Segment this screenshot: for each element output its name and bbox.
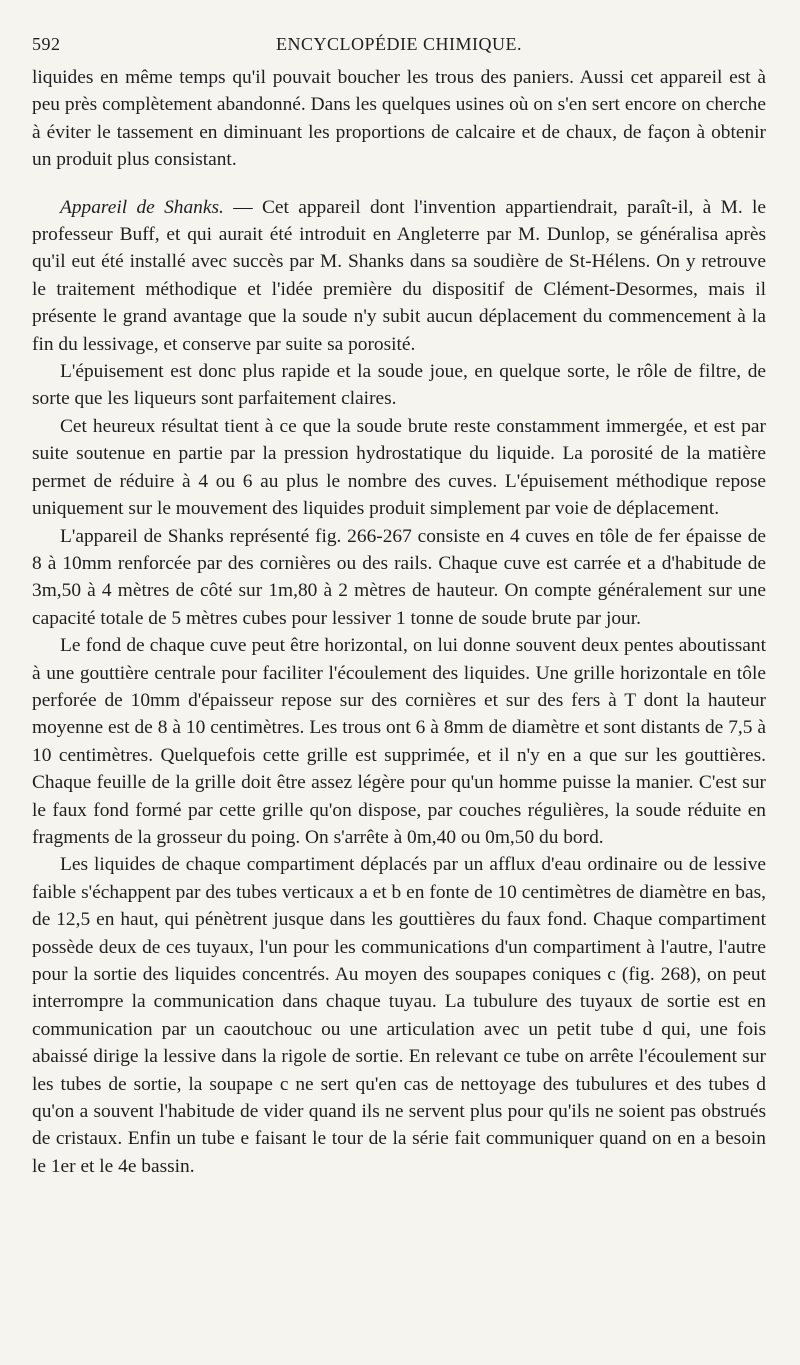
running-title: ENCYCLOPÉDIE CHIMIQUE. [276,34,522,54]
body-text [32,64,766,1180]
section-title: Appareil de Shanks. [60,196,224,218]
paragraph: L'appareil de Shanks représenté fig. 266-267 consiste en 4 cuves en tôle de fer épaisse de 8 à 10mm renforcée par des cornières ou des rails. Chaque cuve est carrée et a d'habitude de 3m,50 à 4 mètres de côté sur 1m,80 à 2 mètres de hauteur. On compte généralement sur une capacité totale de 5 mètres cubes pour lessiver 1 tonne de soude brute par jour. [32,525,766,629]
paragraph: Cet heureux résultat tient à ce que la soude brute reste constamment immergée, et est par suite soutenue en partie par la pression hydrostatique du liquide. La porosité de la matière permet de réduire à 4 ou 6 au plus le nombre des cuves. L'épuisement méthodique repose uniquement sur le mouvement des liquides produit simplement par voie de déplacement. [32,415,766,520]
paragraph: Les liquides de chaque compartiment déplacés par un afflux d'eau ordinaire ou de lessive faible s'échappent par des tubes verticaux a et b en fonte de 10 centimètres de diamètre en bas, de 12,5 en haut, qui pénètrent jusque dans les gouttières du faux fond. Chaque compartiment possède deux de ces tuyaux, l'un pour les communications d'un compartiment à l'autre, l'autre pour la sortie des liquides concentrés. Au moyen des soupapes coniques c (fig. 268), on peut interrompre la communication dans chaque tuyau. La tubulure des tuyaux de sortie est en communication par un caoutchouc ou une articulation avec un petit tube d qui, une fois abaissé dirige la lessive dans la rigole de sortie. En relevant ce tube on arrête l'écoulement sur les tubes de sortie, la soupape c ne sert qu'en cas de nettoyage des tubulures et des tubes d qu'on a souvent l'habitude de vider quand ils ne servent plus pour qu'ils ne soient pas obstrués de cristaux. Enfin un tube e faisant le tour de la série fait communiquer quand on en a besoin le 1er et le 4e bassin. [32,854,766,1177]
section-intro-text: — Cet appareil dont l'invention appartiendrait, paraît-il, à M. le professeur Buff, et qui aurait été introduit en Angleterre par M. Dunlop, se généralisa après qu'il eut été installé avec succès par M. Shanks dans sa soudière de St-Hélens. On y retrouve le traitement méthodique et l'idée première du dispositif de Clément-Desormes, mais il présente le grand avantage que la soude n'y subit aucun déplacement du commencement à la fin du lessivage, et conserve par suite sa porosité. [32,196,766,355]
page-header [32,24,766,64]
paragraph-continuation: liquides en même temps qu'il pouvait boucher les trous des paniers. Aussi cet appareil est à peu près complètement abandonné. Dans les quelques usines où on s'en sert encore on cherche à éviter le tassement en diminuant les proportions de calcaire et de chaux, de façon à obtenir un produit plus consistant. [32,67,766,171]
paragraph-section-intro [32,194,766,358]
paragraph: Le fond de chaque cuve peut être horizontal, on lui donne souvent deux pentes aboutissant à une gouttière centrale pour faciliter l'écoulement des liquides. Une grille horizontale en tôle perforée de 10mm d'épaisseur repose sur des cornières et sur des fers à T dont la hauteur moyenne est de 8 à 10 centimètres. Les trous ont 6 à 8mm de diamètre et sont distants de 7,5 à 10 centimètres. Quelquefois cette grille est supprimée, et il n'y en a que sur les gouttières. Chaque feuille de la grille doit être assez légère pour qu'un homme puisse la manier. C'est sur le faux fond formé par cette grille qu'on dispose, par couches régulières, la soude réduite en fragments de la grosseur du poing. On s'arrête à 0m,40 ou 0m,50 du bord. [32,635,766,848]
paragraph: L'épuisement est donc plus rapide et la soude joue, en quelque sorte, le rôle de filtre, de sorte que les liqueurs sont parfaitement claires. [32,361,766,410]
page-number: 592 [32,34,61,54]
